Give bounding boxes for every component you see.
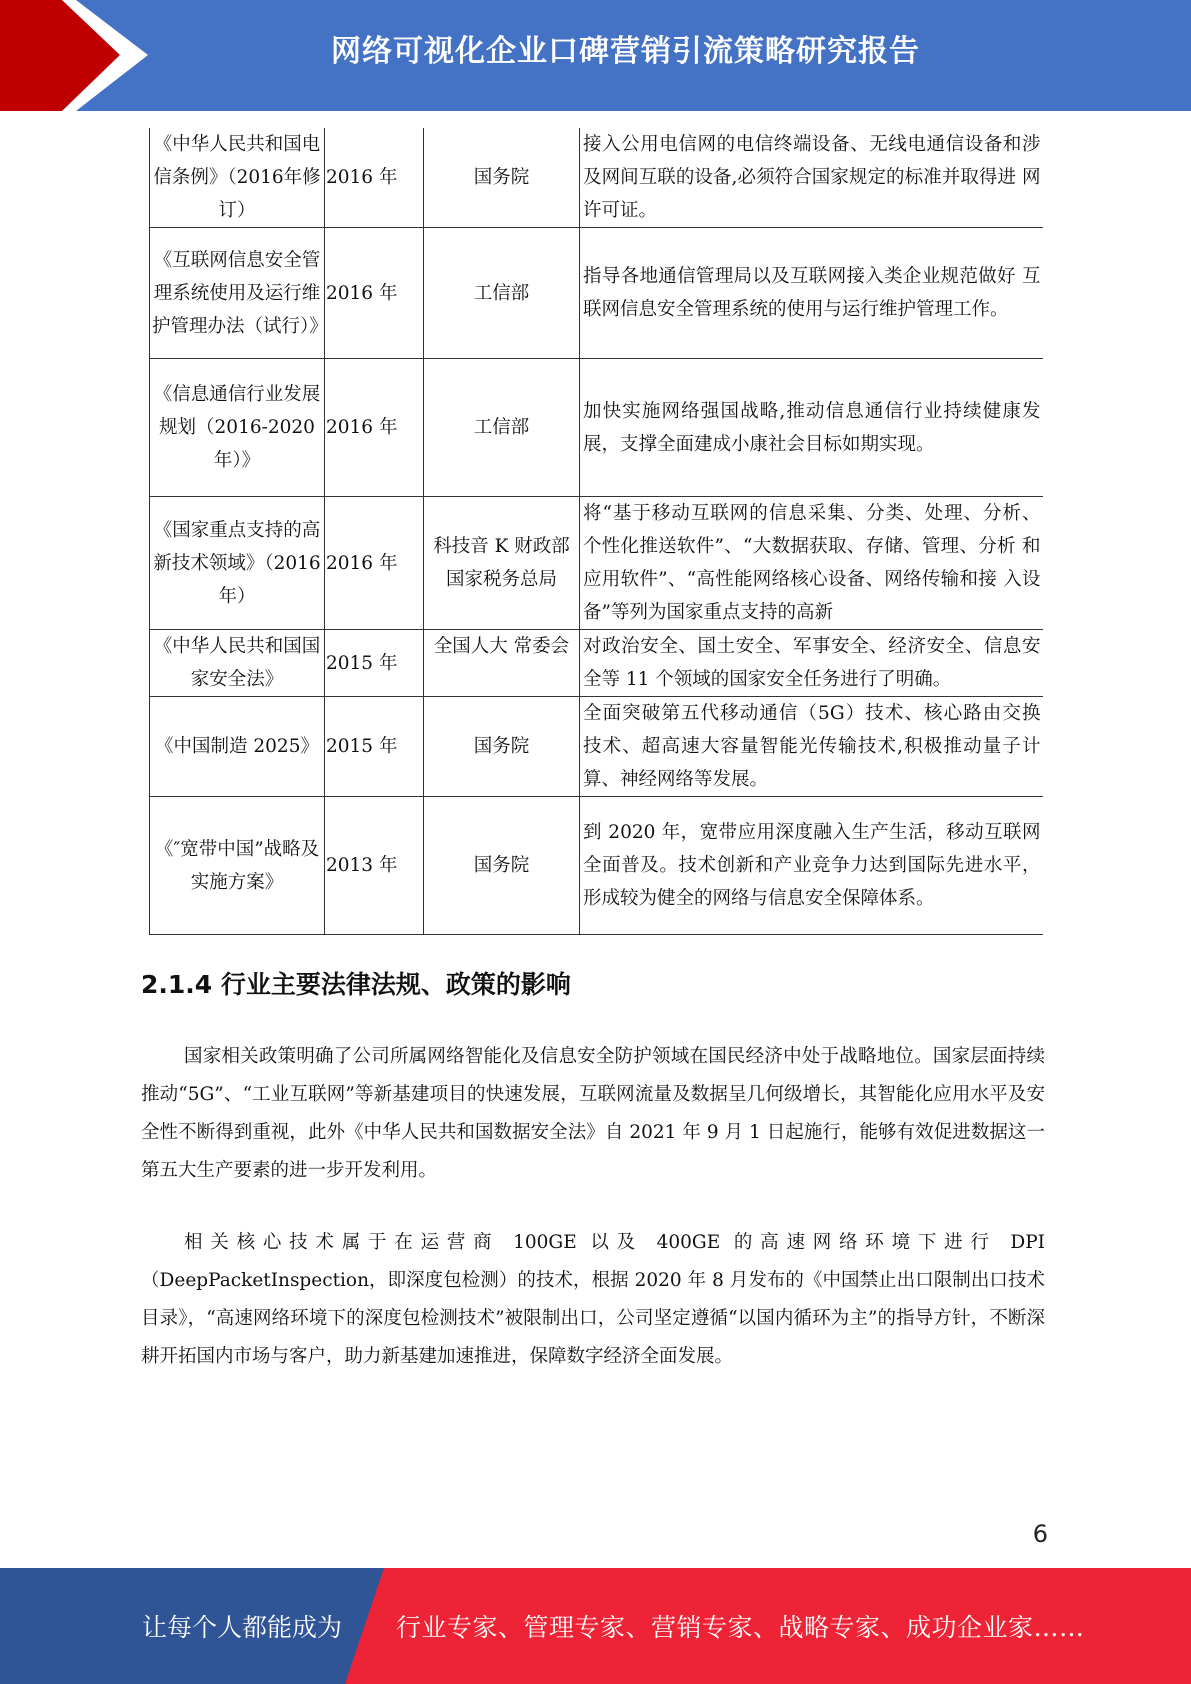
- policy-description: 接入公用电信网的电信终端设备、无线电通信设备和涉 及网间互联的设备,必须符合国家规定的标准并取得进 网许可证。: [580, 128, 1043, 228]
- table-row: [150, 128, 1043, 228]
- policy-year: 2015 年: [325, 697, 424, 797]
- table-row: [150, 359, 1043, 497]
- table-row: [150, 630, 1043, 697]
- table-row: [150, 497, 1043, 630]
- policy-year: 2016 年: [325, 497, 424, 630]
- policy-description: 加快实施网络强国战略,推动信息通信行业持续健康发 展，支撑全面建成小康社会目标如期实现。: [580, 359, 1043, 497]
- policy-year: 2016 年: [325, 128, 424, 228]
- policy-name: 《国家重点支持的高新技术领域》（2016 年）: [150, 497, 325, 630]
- policy-department: 工信部: [424, 228, 580, 359]
- policy-department: 工信部: [424, 359, 580, 497]
- table-row: [150, 697, 1043, 797]
- policy-description: 对政治安全、国土安全、军事安全、经济安全、信息安 全等 11 个领域的国家安全任务进行了明确。: [580, 630, 1043, 697]
- policy-department: 国务院: [424, 697, 580, 797]
- policy-year: 2016 年: [325, 359, 424, 497]
- policy-year: 2015 年: [325, 630, 424, 697]
- policy-year: 2013 年: [325, 797, 424, 935]
- policy-department: 国务院: [424, 797, 580, 935]
- footer-slogan-left: 让每个人都能成为: [142, 1613, 343, 1642]
- page-footer: [0, 1568, 1191, 1684]
- footer-slogan-right: 行业专家、管理专家、营销专家、战略专家、成功企业家……: [396, 1613, 1085, 1642]
- body-paragraph: 相关核心技术属于在运营商 100GE 以及 400GE 的高速网络环境下进行 DPI（DeepPacketInspection，即深度包检测）的技术，根据 2020 年 8 月发布的《中国禁止出口限制出口技术目录》，“高速网络环境下的深度包检测技术”被限制出口，公司坚定遵循“以国内循环为主”的指导方针，不断深耕开拓国内市场与客户，助力新基建加速推进，保障数字经济全面发展。: [141, 1232, 1045, 1367]
- policy-department: 国务院: [424, 128, 580, 228]
- policy-name: 《中国制造 2025》: [150, 697, 325, 797]
- document-title: 网络可视化企业口碑营销引流策略研究报告: [331, 34, 920, 69]
- policy-name: 《中华人民共和国电信条例》（2016年修订）: [150, 128, 325, 228]
- policy-department: 科技音 K 财政部国家税务总局: [424, 497, 580, 630]
- policy-name: 《信息通信行业发展规划（2016-2020年）》: [150, 359, 325, 497]
- policy-name: 《″宽带中国”战略及实施方案》: [150, 797, 325, 935]
- policy-description: 全面突破第五代移动通信（5G）技术、核心路由交换 技术、超高速大容量智能光传输技术,积极推动量子计 算、神经网络等发展。: [580, 697, 1043, 797]
- policy-table: [149, 128, 1043, 935]
- policy-description: 指导各地通信管理局以及互联网接入类企业规范做好 互联网信息安全管理系统的使用与运行维护管理工作。: [580, 228, 1043, 359]
- policy-name: 《互联网信息安全管理系统使用及运行维护管理办法（试行）》: [150, 228, 325, 359]
- table-row: [150, 797, 1043, 935]
- policy-department: 全国人大 常委会: [424, 630, 580, 697]
- policy-year: 2016 年: [325, 228, 424, 359]
- section-heading: 2.1.4 行业主要法律法规、政策的影响: [141, 970, 571, 999]
- policy-description: 将“基于移动互联网的信息采集、分类、处理、分析、 个性化推送软件”、“大数据获取、存储、管理、分析 和应用软件”、“高性能网络核心设备、网络传输和接 入设备”等列为国家重点支持的高新: [580, 497, 1043, 630]
- table-row: [150, 228, 1043, 359]
- body-paragraph: 国家相关政策明确了公司所属网络智能化及信息安全防护领域在国民经济中处于战略地位。国家层面持续推动“5G”、“工业互联网”等新基建项目的快速发展，互联网流量及数据呈几何级增长，其智能化应用水平及安全性不断得到重视，此外《中华人民共和国数据安全法》自 2021 年 9 月 1 日起施行，能够有效促进数据这一第五大生产要素的进一步开发利用。: [141, 1046, 1045, 1181]
- page-number: 6: [1032, 1520, 1048, 1548]
- policy-name: 《中华人民共和国国家安全法》: [150, 630, 325, 697]
- policy-description: 到 2020 年，宽带应用深度融入生产生活，移动互联网 全面普及。技术创新和产业竞争力达到国际先进水平， 形成较为健全的网络与信息安全保障体系。: [580, 797, 1043, 935]
- page-header: [0, 0, 1191, 111]
